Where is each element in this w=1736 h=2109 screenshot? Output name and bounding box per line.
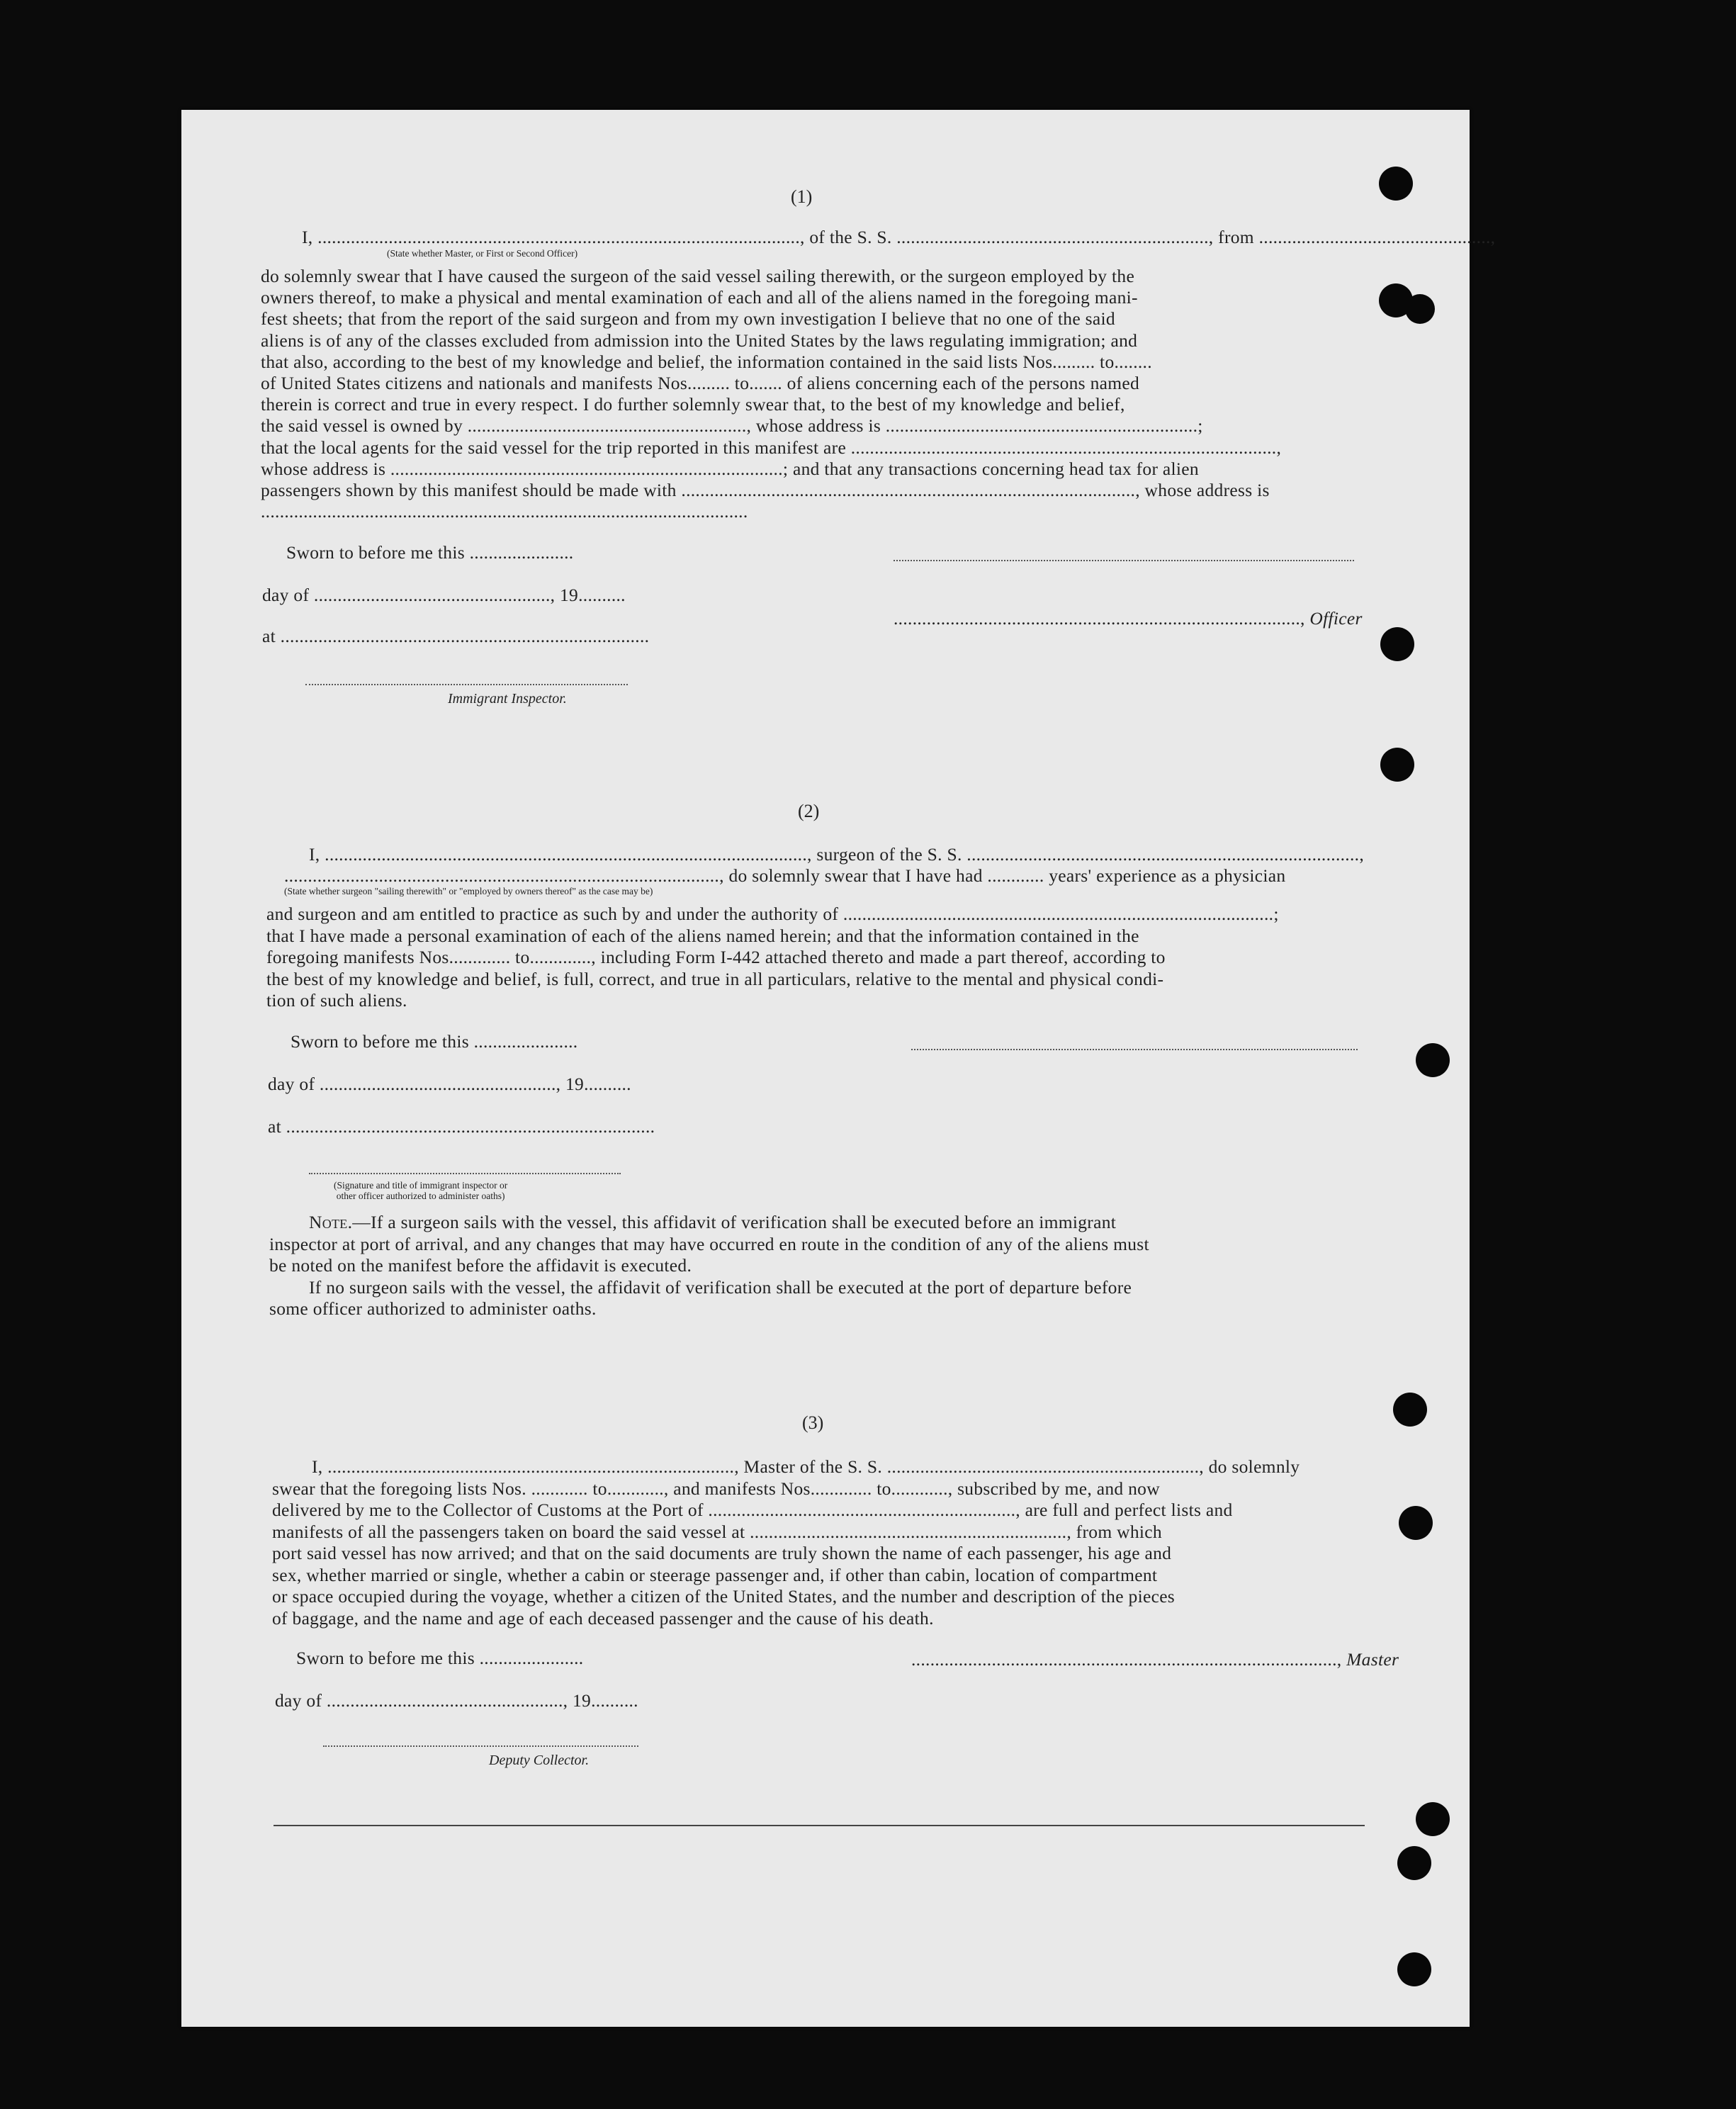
inspector-signature-line: [305, 684, 628, 685]
paragraph-line: delivered by me to the Collector of Customs at the Port of ................................................................., are full and perfect lists and: [272, 1500, 1233, 1520]
section-2-surgeon-caption: (State whether surgeon "sailing therewith" or "employed by owners thereof" as the case may be): [284, 886, 653, 896]
section-2-number: (2): [798, 801, 820, 821]
note-line: If no surgeon sails with the vessel, the affidavit of verification shall be executed at the port of departure before: [309, 1276, 1132, 1298]
punch-hole: [1397, 1846, 1431, 1880]
section-2-oath-line: I, ......................................................................................................, surgeon of the S. S. ...................................................................................,: [309, 844, 1364, 865]
paragraph-line: of United States citizens and nationals and manifests Nos......... to....... of aliens concerning each of the persons named: [261, 373, 1140, 394]
punch-hole: [1397, 1952, 1431, 1986]
paragraph-line: I, ......................................................................................, Master of the S. S. .................................................................., do solemnly: [312, 1456, 1300, 1477]
paragraph-line: that the local agents for the said vessel for the trip reported in this manifest are ..........................................................................................,: [261, 437, 1282, 458]
section-1-oath-line: I, ......................................................................................................, of the S. S. .................................................................., from .................................................,: [302, 227, 1496, 247]
note-line: inspector at port of arrival, and any changes that may have occurred en route in the condition of any of the aliens must: [269, 1233, 1149, 1254]
punch-hole: [1405, 294, 1435, 324]
paragraph-line: foregoing manifests Nos............. to............., including Form I-442 attached thereto and made a part thereof, according to: [266, 947, 1166, 967]
paragraph-line: sex, whether married or single, whether a cabin or steerage passenger and, if other than cabin, location of compartment: [272, 1564, 1158, 1585]
section-2-experience-line: ............................................................................................, do solemnly swear that I have had ............ years' experience as a physician: [284, 865, 1286, 886]
section-3-number: (3): [802, 1412, 824, 1433]
note-first-line: Note.—If a surgeon sails with the vessel, this affidavit of verification shall be executed before an immigrant: [309, 1212, 1117, 1232]
bleed-through-heading: [337, 193, 342, 212]
paragraph-line: swear that the foregoing lists Nos. ............ to............, and manifests Nos............. to............, subscribed by me, and now: [272, 1478, 1160, 1499]
section-1-at-line: at ..............................................................................: [262, 626, 650, 646]
paragraph-line: therein is correct and true in every respect. I do further solemnly swear that, to the best of my knowledge and belief,: [261, 394, 1125, 415]
section-1-paragraph: [261, 266, 1281, 522]
paragraph-line: that also, according to the best of my knowledge and belief, the information contained in the said lists Nos......... to........: [261, 351, 1152, 372]
section-1-officer-caption: (State whether Master, or First or Second Officer): [387, 248, 578, 259]
inspector-label: Immigrant Inspector.: [448, 691, 567, 707]
caption-line: (Signature and title of immigrant inspector or: [334, 1180, 508, 1191]
punch-hole: [1379, 167, 1413, 201]
paragraph-line: do solemnly swear that I have caused the surgeon of the said vessel sailing therewith, or the surgeon employed by the: [261, 266, 1135, 286]
section-2-paragraph: [266, 904, 1279, 1012]
punch-hole: [1380, 627, 1414, 661]
section-3-paragraph: [272, 1456, 1300, 1629]
paragraph-line: port said vessel has now arrived; and that on the said documents are truly shown the name of each passenger, his age and: [272, 1543, 1172, 1563]
punch-hole: [1399, 1506, 1433, 1540]
paragraph-line: whose address is ...................................................................................; and that any transactions concerning head tax for alien: [261, 458, 1199, 479]
paragraph-line: owners thereof, to make a physical and mental examination of each and all of the aliens named in the foregoing mani-: [261, 287, 1138, 308]
section-1-officer-line: [894, 608, 1363, 629]
section-2-at-line: at ..............................................................................: [268, 1116, 655, 1137]
paragraph-line: passengers shown by this manifest should be made with ................................................................................................, whose address is: [261, 480, 1270, 501]
paragraph-line: .......................................................................................................: [261, 501, 748, 522]
note-line: be noted on the manifest before the affidavit is executed.: [269, 1255, 692, 1276]
paragraph-line: the said vessel is owned by ..........................................................., whose address is ..................................................................;: [261, 415, 1203, 437]
section-2-day-line: day of .................................................., 19..........: [268, 1074, 631, 1094]
section-2-inspector-signature-line: [309, 1173, 621, 1174]
section-3-master-line: [911, 1649, 1399, 1670]
collector-signature-line: [323, 1745, 638, 1747]
paragraph-line: tion of such aliens.: [266, 990, 407, 1011]
punch-hole: [1380, 748, 1414, 782]
paragraph-line: and surgeon and am entitled to practice as such by and under the authority of ...........................................................................................;: [266, 904, 1279, 924]
caption-line: other officer authorized to administer oaths): [336, 1191, 505, 1201]
section-2-signature-line: [911, 1049, 1358, 1050]
section-1-sworn-line: Sworn to before me this ......................: [286, 542, 574, 563]
section-2-signature-caption: [334, 1180, 507, 1201]
section-2-note: [269, 1212, 1149, 1320]
paragraph-line: aliens is of any of the classes excluded from admission into the United States by the laws regulating immigration; and: [261, 330, 1138, 351]
note-line: some officer authorized to administer oaths.: [269, 1298, 597, 1319]
officer-label: Officer: [1309, 608, 1363, 629]
punch-hole: [1393, 1393, 1427, 1427]
bottom-rule: [274, 1825, 1365, 1826]
section-1-number: (1): [791, 186, 813, 207]
paragraph-line: that I have made a personal examination of each of the aliens named herein; and that the information contained in the: [266, 925, 1139, 946]
punch-hole: [1416, 1802, 1450, 1836]
section-1-signature-line: [894, 560, 1354, 561]
paragraph-line: manifests of all the passengers taken on board the said vessel at ..................................................................., from which: [272, 1521, 1162, 1542]
paragraph-line: the best of my knowledge and belief, is full, correct, and true in all particulars, relative to the mental and physical condi-: [266, 968, 1164, 989]
paragraph-line: of baggage, and the name and age of each deceased passenger and the cause of his death.: [272, 1607, 934, 1629]
section-1-day-line: day of .................................................., 19..........: [262, 585, 626, 605]
bleed-through-text: [805, 528, 814, 546]
section-3-sworn-line: Sworn to before me this ......................: [296, 1648, 584, 1668]
paragraph-line: fest sheets; that from the report of the said surgeon and from my own investigation I believe that no one of the said: [261, 308, 1115, 330]
manifest-back-page: [181, 110, 1496, 2027]
collector-label: Deputy Collector.: [489, 1753, 590, 1768]
paragraph-line: or space occupied during the voyage, whether a citizen of the United States, and the number and description of the pieces: [272, 1586, 1176, 1607]
section-3-day-line: day of .................................................., 19..........: [275, 1690, 638, 1711]
note-label: Note.: [309, 1212, 353, 1232]
master-dots: ..........................................................................................,: [911, 1649, 1342, 1670]
master-label: Master: [1346, 1649, 1399, 1670]
officer-dots: ......................................................................................,: [894, 608, 1305, 629]
punch-hole: [1416, 1043, 1450, 1077]
section-2-sworn-line: Sworn to before me this ......................: [291, 1031, 578, 1052]
